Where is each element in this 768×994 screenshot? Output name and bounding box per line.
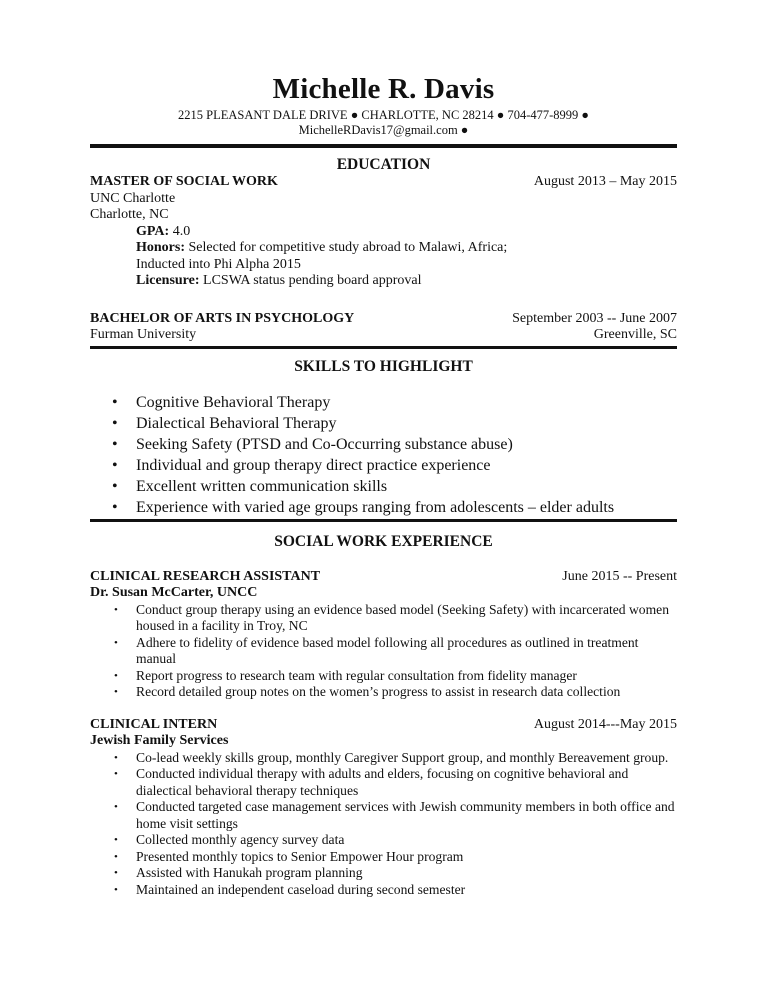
- job-role: CLINICAL INTERN: [90, 716, 218, 732]
- job-bullet: • Conducted targeted case management services with Jewish community members in both office and home visit settings: [90, 799, 677, 832]
- msw-location: Charlotte, NC: [90, 207, 169, 222]
- job-bullet: • Record detailed group notes on the women’s progress to assist in research data collection: [90, 684, 677, 701]
- job-row: [90, 569, 677, 586]
- contact-email: MichelleRDavis17@gmail.com ●: [298, 123, 469, 137]
- msw-school: UNC Charlotte: [90, 190, 176, 206]
- header-divider: [90, 144, 677, 148]
- ba-school: Furman University: [90, 327, 197, 342]
- resume-page: [90, 0, 677, 898]
- ba-dates: September 2003 -- June 2007: [512, 310, 677, 326]
- skill-item: • Cognitive Behavioral Therapy: [90, 392, 677, 413]
- msw-row: [90, 174, 677, 191]
- gpa-value: 4.0: [172, 223, 191, 239]
- candidate-name: Michelle R. Davis: [272, 73, 495, 105]
- skills-list: [90, 392, 677, 518]
- experience-title: SOCIAL WORK EXPERIENCE: [274, 532, 493, 550]
- job-org: Jewish Family Services: [90, 733, 229, 748]
- skills-divider: [90, 519, 677, 522]
- msw-honors: [90, 240, 677, 257]
- education-title: EDUCATION: [336, 156, 431, 173]
- msw-dates: August 2013 – May 2015: [533, 174, 677, 189]
- msw-gpa: [90, 224, 677, 241]
- job-role: CLINICAL RESEARCH ASSISTANT: [90, 568, 321, 584]
- ba-row: [90, 311, 677, 328]
- skill-item: • Dialectical Behavioral Therapy: [90, 413, 677, 434]
- job-org: Dr. Susan McCarter, UNCC: [90, 585, 258, 600]
- ba-school-row: [90, 327, 677, 344]
- skill-item: • Excellent written communication skills: [90, 476, 677, 497]
- job-bullet: • Adhere to fidelity of evidence based model following all procedures as outlined in treatment manual: [90, 635, 677, 668]
- education-divider: [90, 346, 677, 349]
- job-bullet: • Assisted with Hanukah program planning: [90, 865, 677, 882]
- job-bullets: [90, 602, 677, 701]
- msw-licensure: [90, 273, 677, 290]
- licensure-label: Licensure:: [136, 273, 200, 288]
- honors-value: Selected for competitive study abroad to Malawi, Africa;: [188, 240, 508, 255]
- skill-item: • Experience with varied age groups ranging from adolescents – elder adults: [90, 497, 677, 518]
- ba-degree: BACHELOR OF ARTS IN PSYCHOLOGY: [90, 310, 355, 326]
- honors-label: Honors:: [136, 240, 185, 255]
- job-bullet: • Conduct group therapy using an evidence based model (Seeking Safety) with incarcerated women housed in a facility in Troy, NC: [90, 602, 677, 635]
- contact-address: 2215 PLEASANT DALE DRIVE ● CHARLOTTE, NC 28214 ● 704-477-8999 ●: [178, 108, 589, 122]
- job-bullets: [90, 750, 677, 899]
- job-dates: June 2015 -- Present: [562, 568, 677, 584]
- job-bullet: • Conducted individual therapy with adults and elders, focusing on cognitive behavioral and dialectical behavioral therapy techniques: [90, 766, 677, 799]
- job-bullet: • Collected monthly agency survey data: [90, 832, 677, 849]
- skill-item: • Seeking Safety (PTSD and Co-Occurring substance abuse): [90, 434, 677, 455]
- job-bullet: • Report progress to research team with regular consultation from fidelity manager: [90, 668, 677, 685]
- skills-title: SKILLS TO HIGHLIGHT: [294, 357, 473, 375]
- job-bullet: • Co-lead weekly skills group, monthly Caregiver Support group, and monthly Bereavement group.: [90, 750, 677, 767]
- msw-degree: MASTER OF SOCIAL WORK: [90, 174, 278, 189]
- msw-honors-cont: Inducted into Phi Alpha 2015: [136, 256, 301, 272]
- licensure-value: LCSWA status pending board approval: [203, 273, 422, 288]
- job-row: [90, 717, 677, 734]
- skill-item: • Individual and group therapy direct practice experience: [90, 455, 677, 476]
- job-dates: August 2014---May 2015: [533, 716, 677, 732]
- gpa-label: GPA:: [136, 223, 170, 239]
- job-bullet: • Maintained an independent caseload during second semester: [90, 882, 677, 899]
- job-bullet: • Presented monthly topics to Senior Empower Hour program: [90, 849, 677, 866]
- ba-location: Greenville, SC: [593, 327, 677, 342]
